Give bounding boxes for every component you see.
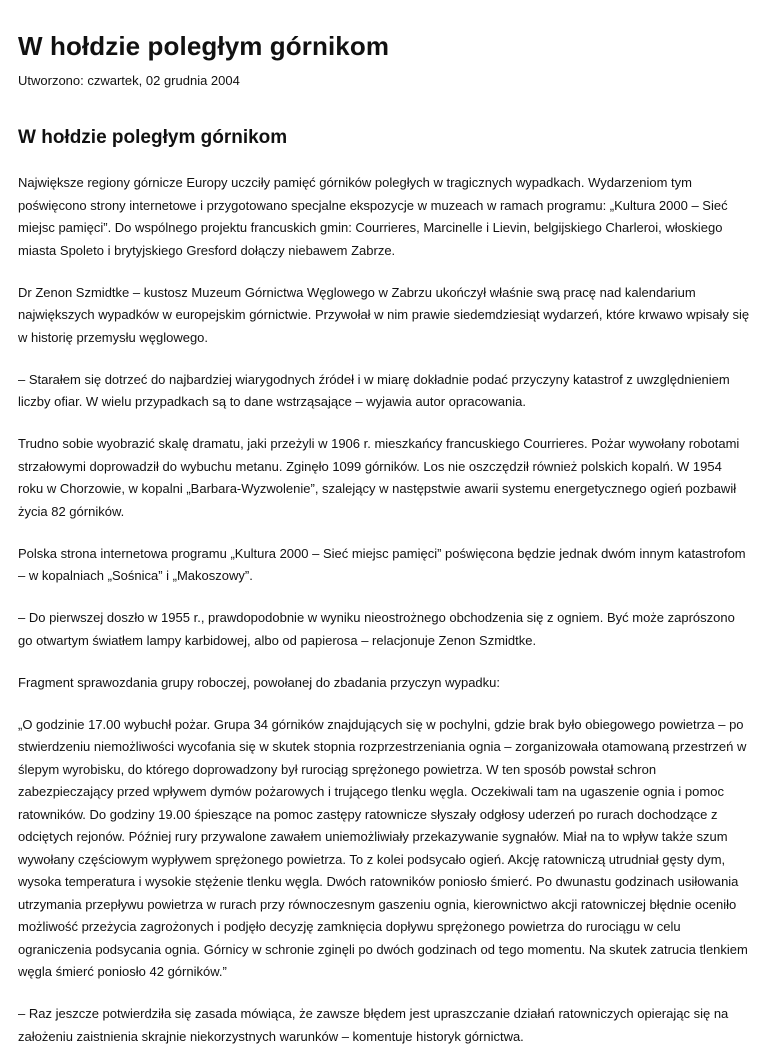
quote-paragraph: „O godzinie 17.00 wybuchł pożar. Grupa 34 górników znajdujących się w pochylni, gdzie brak było obiegowego powietrza – po stwierdzeniu niemożliwości wycofania się w skutek stopnia rozprzestrzeniania ognia – zorganizowała otamowaną przestrzeń w ślepym wyrobisku, do którego doprowadzony był rurociąg sprężonego powietrza. W ten sposób powstał schron zabezpieczający przed wpływem dymów pożarowych i trującego tlenku węgla. Oczekiwali tam na ugaszenie ognia i pomoc ratowników. Do godziny 19.00 śpieszące na pomoc zastępy ratownicze słyszały odgłosy uderzeń po rurach dochodzące z odciętych rejonów. Później rury przywalone zawałem uniemożliwiały przekazywanie sygnałów. Miał na to wpływ także szum wywołany częściowym wypływem sprężonego powietrza. To z kolei podsycało ogień. Akcję ratowniczą utrudniał gęsty dym, wysoka temperatura i wysokie stężenie tlenku węgla. Dwóch ratowników poniosło śmierć. Po dwunastu godzinach usiłowania utrzymania przepływu powietrza w rurach przy równoczesnym gaszeniu ognia, kierownictwo akcji ratowniczej błędnie oceniło możliwość przeżycia zagrożonych i podjęło decyzję zamknięcia dopływu sprężonego powietrza do rurociągu w celu ograniczenia podsycania ognia. Górnicy w schronie zginęli po dwóch godzinach od tego momentu. Na skutek zatrucia tlenkiem węgla śmierć poniosło 42 górników.”	[18, 716, 748, 979]
article-body	[18, 172, 750, 1048]
created-date: Utworzono: czwartek, 02 grudnia 2004	[18, 73, 240, 88]
paragraph: Największe regiony górnicze Europy uczciły pamięć górników poległych w tragicznych wypadkach. Wydarzeniom tym poświęcono strony internetowe i przygotowano specjalne ekspozycje w muzeach w ramach programu: „Kultura 2000 – Sieć miejsc pamięci”. Do wspólnego projektu francuskich gmin: Courrieres, Marcinelle i Lievin, belgijskiego Charleroi, włoskiego miasta Spoleto i brytyjskiego Gresford dołączy niebawem Zabrze.	[18, 175, 728, 258]
paragraph: Fragment sprawozdania grupy roboczej, powołanej do zbadania przyczyn wypadku:	[18, 674, 500, 690]
page-title: W hołdzie poległym górnikom	[18, 31, 390, 61]
paragraph: Trudno sobie wyobrazić skalę dramatu, jaki przeżyli w 1906 r. mieszkańcy francuskiego Courrieres. Pożar wywołany robotami strzałowymi doprowadził do wybuchu metanu. Zginęło 1099 górników. Los nie oszczędził również polskich kopalń. W 1954 roku w Chorzowie, w kopalni „Barbara-Wyzwolenie”, szalejący w następstwie awarii systemu energetycznego ogień pozbawił życia 82 górników.	[18, 436, 740, 519]
paragraph: Dr Zenon Szmidtke – kustosz Muzeum Górnictwa Węglowego w Zabrzu ukończył właśnie swą pracę nad kalendarium największych wypadków w europejskim górnictwie. Przywołał w nim prawie siedemdziesiąt wydarzeń, które krwawo wpisały się w historię przemysłu węglowego.	[18, 284, 750, 345]
paragraph: Polska strona internetowa programu „Kultura 2000 – Sieć miejsc pamięci” poświęcona będzie jednak dwóm innym katastrofom – w kopalniach „Sośnica” i „Makoszowy”.	[18, 545, 746, 583]
paragraph: – Starałem się dotrzeć do najbardziej wiarygodnych źródeł i w miarę dokładnie podać przyczyny katastrof z uwzględnieniem liczby ofiar. W wielu przypadkach są to dane wstrząsające – wyjawia autor opracowania.	[18, 371, 730, 409]
paragraph: – Do pierwszej doszło w 1955 r., prawdopodobnie w wyniku nieostrożnego obchodzenia się z ogniem. Być może zaprószono go otwartym światłem lampy karbidowej, albo od papierosa – relacjonuje Zenon Szmidtke.	[18, 610, 735, 648]
paragraph: – Raz jeszcze potwierdziła się zasada mówiąca, że zawsze błędem jest upraszczanie działań ratowniczych opierając się na założeniu zaistnienia skrajnie niekorzystnych warunków – komentuje historyk górnictwa.	[18, 1006, 729, 1044]
article-title: W hołdzie poległym górnikom	[18, 127, 288, 148]
